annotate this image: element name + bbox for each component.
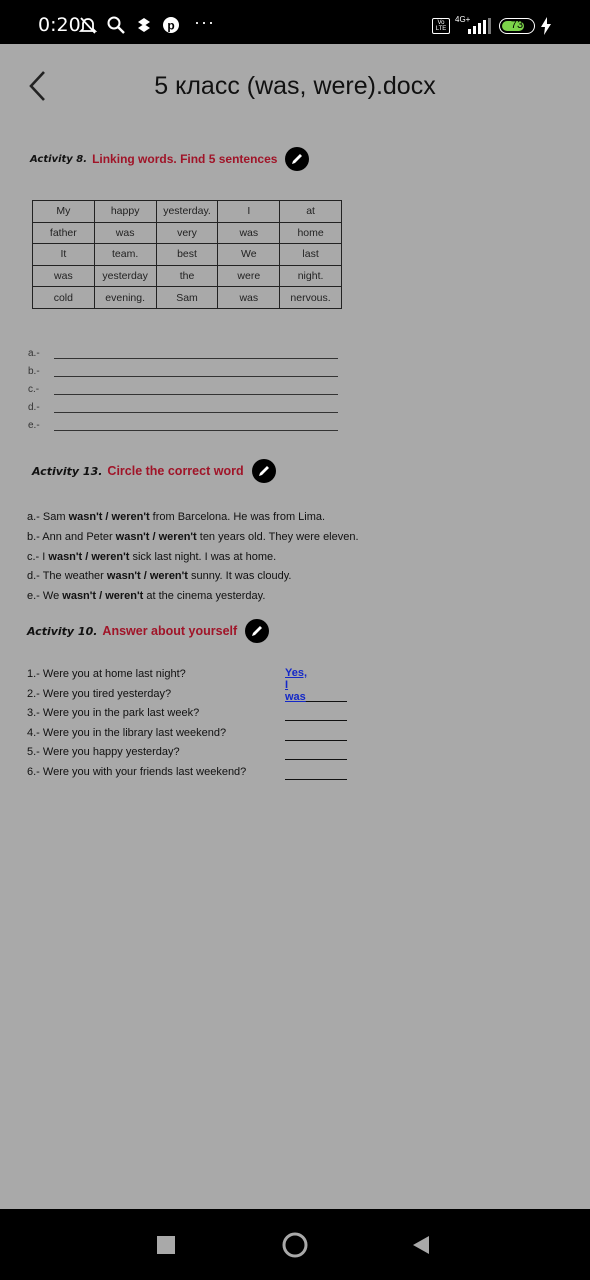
line-label: a.- [28,348,40,359]
sentence [27,511,325,523]
grid-cell: yesterday. [156,201,218,223]
answer-line [28,417,338,431]
answer-blank [285,779,347,780]
grid-cell: nervous. [280,287,342,309]
sentence [27,551,276,563]
svg-text:p: p [167,18,175,33]
pinterest-icon [161,15,181,35]
activity10-title: Answer about yourself [102,624,238,638]
grid-cell: father [33,222,95,244]
network-type: 4G+ [455,15,471,24]
line-rule [54,405,338,413]
grid-cell: was [33,265,95,287]
sentence-text: ten years old. They were eleven. [196,530,359,543]
line-label: b.- [28,366,40,377]
charging-icon [540,17,552,40]
grid-row [33,265,342,287]
sentence-text: a.- Sam [27,511,69,523]
grid-cell: Sam [156,287,218,309]
grid-cell: team. [94,244,156,266]
activity13-heading [32,459,276,483]
line-label: d.- [28,402,40,413]
first-answer: Yes, I was [285,667,308,703]
more-dots-icon: ··· [194,12,215,32]
sentence-text: b.- Ann and Peter [27,530,116,543]
word-grid [32,200,342,309]
grid-cell: yesterday [94,265,156,287]
line-rule [54,369,338,377]
battery-level: 73 [510,19,524,31]
sentence-text: d.- The weather [27,570,107,583]
answer-line [28,363,338,377]
grid-cell: best [156,244,218,266]
line-rule [54,387,338,395]
sentence-text: from Barcelona. He was from Lima. [149,511,326,523]
grid-cell: I [218,201,280,223]
sentence [27,590,265,602]
grid-row [33,287,342,309]
document-title: 5 класс (was, were).docx [154,72,436,100]
back-triangle-icon [410,1234,432,1256]
grid-cell: happy [94,201,156,223]
answer-blank [285,759,347,760]
home-circle-icon [281,1231,309,1259]
status-bar [0,0,590,44]
line-label: c.- [28,384,40,395]
recents-square-icon [156,1235,176,1255]
line-rule [54,351,338,359]
answer-line [28,399,338,413]
grid-cell: was [218,222,280,244]
grid-cell: at [280,201,342,223]
grid-row [33,244,342,266]
sentence-text: sick last night. I was at home. [129,550,277,563]
word-choice: wasn't / weren't [68,511,150,523]
grid-cell: My [33,201,95,223]
question: 4.- Were you in the library last weekend? [27,726,227,739]
activity8-label: Activity 8. [30,153,88,165]
grid-cell: the [156,265,218,287]
grid-cell: was [94,222,156,244]
answer-line [28,381,338,395]
recents-button[interactable] [150,1229,182,1261]
question: 2.- Were you tired yesterday? [27,687,172,700]
word-choice: wasn't / weren't [48,550,130,563]
grid-cell: was [218,287,280,309]
sentence-text: at the cinema yesterday. [143,590,266,603]
answer-blank [285,740,347,741]
activity10-label: Activity 10. [27,624,98,638]
pencil-icon [245,619,269,643]
sentence-text: c.- I [27,550,49,563]
grid-cell: were [218,265,280,287]
word-choice: wasn't / weren't [115,530,197,543]
sentence [27,531,359,543]
word-choice: wasn't / weren't [62,590,144,603]
battery-icon [499,18,535,34]
line-label: e.- [28,420,40,431]
answer-blank [285,720,347,721]
signal-icon [468,18,492,39]
grid-cell: We [218,244,280,266]
word-choice: wasn't / weren't [106,570,188,583]
sentence-text: e.- We [27,590,63,603]
answer-line [28,345,338,359]
grid-row [33,222,342,244]
grid-cell: home [280,222,342,244]
activity13-label: Activity 13. [32,464,103,478]
line-rule [54,423,338,431]
grid-cell: night. [280,265,342,287]
question: 5.- Were you happy yesterday? [27,746,180,758]
navigation-bar [0,1209,590,1280]
grid-cell: It [33,244,95,266]
search-icon [106,15,126,35]
grid-cell: evening. [94,287,156,309]
pencil-icon [285,147,309,171]
grid-cell: cold [33,287,95,309]
muted-bell-icon [78,15,98,35]
grid-cell: very [156,222,218,244]
volte-icon: Vo LTE [432,18,450,34]
grid-row [33,201,342,223]
activity13-title: Circle the correct word [107,464,244,478]
status-time: 0:20 [38,14,81,36]
grid-cell: last [280,244,342,266]
activity10-heading [27,619,269,643]
chevron-left-icon [24,66,60,106]
activity8-heading [30,147,309,171]
back-button[interactable] [24,66,60,106]
question: 1.- Were you at home last night? [27,668,186,680]
activity8-title: Linking words. Find 5 sentences [92,152,278,166]
pencil-icon [252,459,276,483]
back-nav-button[interactable] [405,1229,437,1261]
sentence [27,570,291,582]
question: 3.- Were you in the park last week? [27,707,200,719]
home-button[interactable] [279,1229,311,1261]
sentence-text: sunny. It was cloudy. [187,570,292,583]
dropbox-icon [134,15,154,35]
question: 6.- Were you with your friends last weekend? [27,765,247,778]
